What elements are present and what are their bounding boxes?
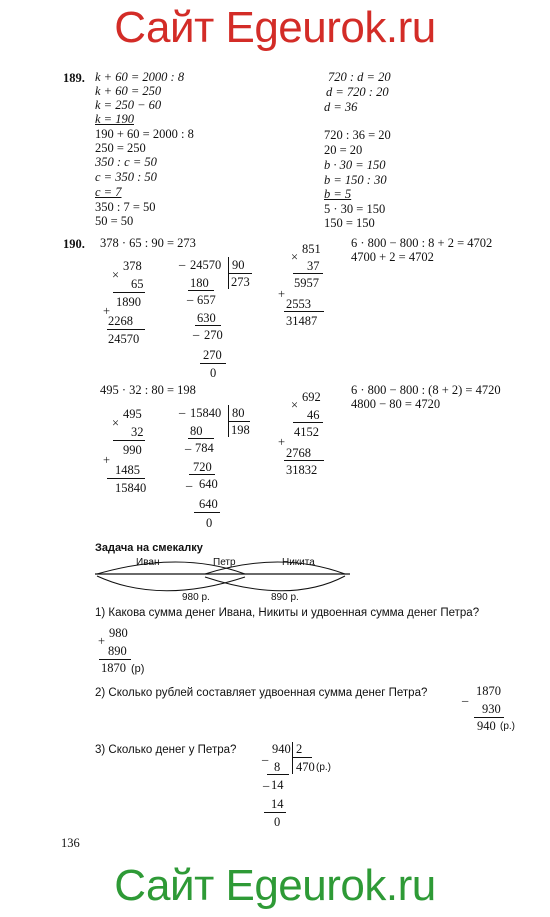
check2-result: 31832 xyxy=(286,463,318,477)
eq-189-left-7: 350 : c = 50 xyxy=(95,155,157,169)
question-1: 1) Какова сумма денег Ивана, Никиты и удвоенная сумма денег Петра? xyxy=(95,607,480,619)
q1-addend-1: 980 xyxy=(109,626,128,640)
div2-dividend: 15840 xyxy=(190,406,222,420)
check2-top: 692 xyxy=(302,390,321,404)
div1-quotient: 273 xyxy=(231,275,250,289)
eq-189-left-6: 250 = 250 xyxy=(95,141,146,155)
minus-sign: _ xyxy=(193,323,200,337)
mult2-partial-1: 990 xyxy=(123,443,142,457)
plus-sign: + xyxy=(103,453,111,467)
eq-189-left-11: 50 = 50 xyxy=(95,214,134,228)
div1-dividend: 24570 xyxy=(190,258,222,272)
q2-unit: (р.) xyxy=(500,721,515,732)
problem-number-190: 190. xyxy=(63,237,85,251)
q3-unit: (р.) xyxy=(316,762,331,773)
label-sum-2: 890 р. xyxy=(271,592,299,603)
div1-divisor: 90 xyxy=(232,258,245,272)
label-ivan: Иван xyxy=(136,557,160,568)
div2-step-1: 80 xyxy=(190,424,203,438)
check1-partial-1: 5957 xyxy=(294,276,319,290)
div1-step-5: 270 xyxy=(203,348,222,362)
minus-sign: _ xyxy=(262,748,269,762)
div2-step-3: 720 xyxy=(193,460,212,474)
check2-partial-1: 4152 xyxy=(294,425,319,439)
eq-189-left-10: 350 : 7 = 50 xyxy=(95,200,156,214)
div1-step-6: 0 xyxy=(210,366,217,380)
div2-quotient: 198 xyxy=(231,423,250,437)
eq-189-right-8: b = 5 xyxy=(324,187,352,201)
eq-189-right-4: 720 : 36 = 20 xyxy=(324,128,391,142)
minus-sign: _ xyxy=(263,774,270,788)
mult2-result: 15840 xyxy=(115,481,147,495)
times-sign: × xyxy=(112,268,120,282)
site-watermark-bottom: Сайт Egeurok.ru xyxy=(114,861,436,910)
eq-189-left-2: k + 60 = 250 xyxy=(95,84,162,98)
eq-189-right-6: b · 30 = 150 xyxy=(324,158,386,172)
rule xyxy=(292,757,312,758)
question-2: 2) Сколько рублей составляет удвоенная сумма денег Петра? xyxy=(95,687,428,699)
minus-sign: _ xyxy=(186,474,193,488)
eq-189-left-4: k = 190 xyxy=(95,112,134,126)
eq-189-right-2: d = 720 : 20 xyxy=(326,85,389,99)
times-sign: × xyxy=(112,416,120,430)
puzzle-title: Задача на смекалку xyxy=(95,542,203,554)
check1-top: 851 xyxy=(302,242,321,256)
plus-sign: + xyxy=(278,435,286,449)
q2-difference: 940 xyxy=(477,719,496,733)
minus-sign: _ xyxy=(179,401,186,415)
q3-divisor: 2 xyxy=(296,742,303,756)
q1-sum: 1870 xyxy=(101,661,126,675)
eq-189-right-5: 20 = 20 xyxy=(324,143,363,157)
mult1-top: 378 xyxy=(123,259,142,273)
rule xyxy=(267,774,289,775)
mult2-partial-2: 1485 xyxy=(115,463,140,477)
eq-189-left-3: k = 250 − 60 xyxy=(95,98,162,112)
q3-step-4: 0 xyxy=(274,815,281,829)
minus-sign: _ xyxy=(187,288,194,302)
q2-subtrahend: 930 xyxy=(482,702,501,716)
rule xyxy=(264,812,286,813)
mult2-second: 32 xyxy=(131,425,144,439)
mult2-top: 495 xyxy=(123,407,142,421)
label-petr: Петр xyxy=(213,557,236,568)
order-expr-1: 6 · 800 − 800 : 8 + 2 = 4702 xyxy=(351,236,493,250)
div1-step-3: 630 xyxy=(197,311,216,325)
problem-number-189: 189. xyxy=(63,71,85,85)
check1-result: 31487 xyxy=(286,314,318,328)
q1-unit: (р) xyxy=(131,663,145,675)
q3-quotient: 470 xyxy=(296,760,315,774)
page-number: 136 xyxy=(61,836,80,850)
times-sign: × xyxy=(291,398,299,412)
label-nikita: Никита xyxy=(282,557,315,568)
div2-step-4: 640 xyxy=(199,477,218,491)
rule xyxy=(99,659,131,660)
eq-189-right-1: 720 : d = 20 xyxy=(328,70,391,84)
q3-dividend: 940 xyxy=(272,742,291,756)
q3-step-3: 14 xyxy=(271,797,284,811)
mult1-result: 24570 xyxy=(108,332,140,346)
div1-step-2: 657 xyxy=(197,293,216,307)
times-sign: × xyxy=(291,250,299,264)
eq-189-right-9: 5 · 30 = 150 xyxy=(324,202,386,216)
rule xyxy=(292,742,293,774)
plus-sign: + xyxy=(98,634,106,648)
eq-189-right-3: d = 36 xyxy=(324,100,358,114)
q1-addend-2: 890 xyxy=(108,644,127,658)
q3-step-1: 8 xyxy=(274,760,281,774)
expr-190-2: 495 · 32 : 80 = 198 xyxy=(100,383,196,397)
eq-189-left-8: c = 350 : 50 xyxy=(95,170,157,184)
minus-sign: _ xyxy=(462,689,469,703)
check1-second: 37 xyxy=(307,259,320,273)
plus-sign: + xyxy=(278,287,286,301)
order-expr-2: 6 · 800 − 800 : (8 + 2) = 4720 xyxy=(351,383,501,397)
mult1-second: 65 xyxy=(131,277,144,291)
eq-189-right-10: 150 = 150 xyxy=(324,216,375,230)
div1-step-1: 180 xyxy=(190,276,209,290)
mult1-partial-2: 2268 xyxy=(108,314,133,328)
label-sum-1: 980 р. xyxy=(182,592,210,603)
div1-step-4: 270 xyxy=(204,328,223,342)
eq-189-left-5: 190 + 60 = 2000 : 8 xyxy=(95,127,194,141)
expr-190-1: 378 · 65 : 90 = 273 xyxy=(100,236,196,250)
div2-step-6: 0 xyxy=(206,516,213,530)
check1-partial-2: 2553 xyxy=(286,297,311,311)
minus-sign: _ xyxy=(179,253,186,267)
order-expr-2-step: 4800 − 80 = 4720 xyxy=(351,397,441,411)
div2-step-2: 784 xyxy=(195,441,214,455)
eq-189-left-9: c = 7 xyxy=(95,185,122,199)
plus-sign: + xyxy=(103,304,111,318)
rule xyxy=(474,717,504,718)
site-watermark-top: Сайт Egeurok.ru xyxy=(114,3,436,52)
q2-minuend: 1870 xyxy=(476,684,501,698)
div2-step-5: 640 xyxy=(199,497,218,511)
eq-189-left-1: k + 60 = 2000 : 8 xyxy=(95,70,185,84)
check2-partial-2: 2768 xyxy=(286,446,311,460)
mult1-partial-1: 1890 xyxy=(116,295,141,309)
check2-second: 46 xyxy=(307,408,320,422)
minus-sign: _ xyxy=(185,437,192,451)
eq-189-right-7: b = 150 : 30 xyxy=(324,173,387,187)
div2-divisor: 80 xyxy=(232,406,245,420)
question-3: 3) Сколько денег у Петра? xyxy=(95,744,237,756)
order-expr-1-step: 4700 + 2 = 4702 xyxy=(351,250,434,264)
q3-step-2: 14 xyxy=(271,778,284,792)
